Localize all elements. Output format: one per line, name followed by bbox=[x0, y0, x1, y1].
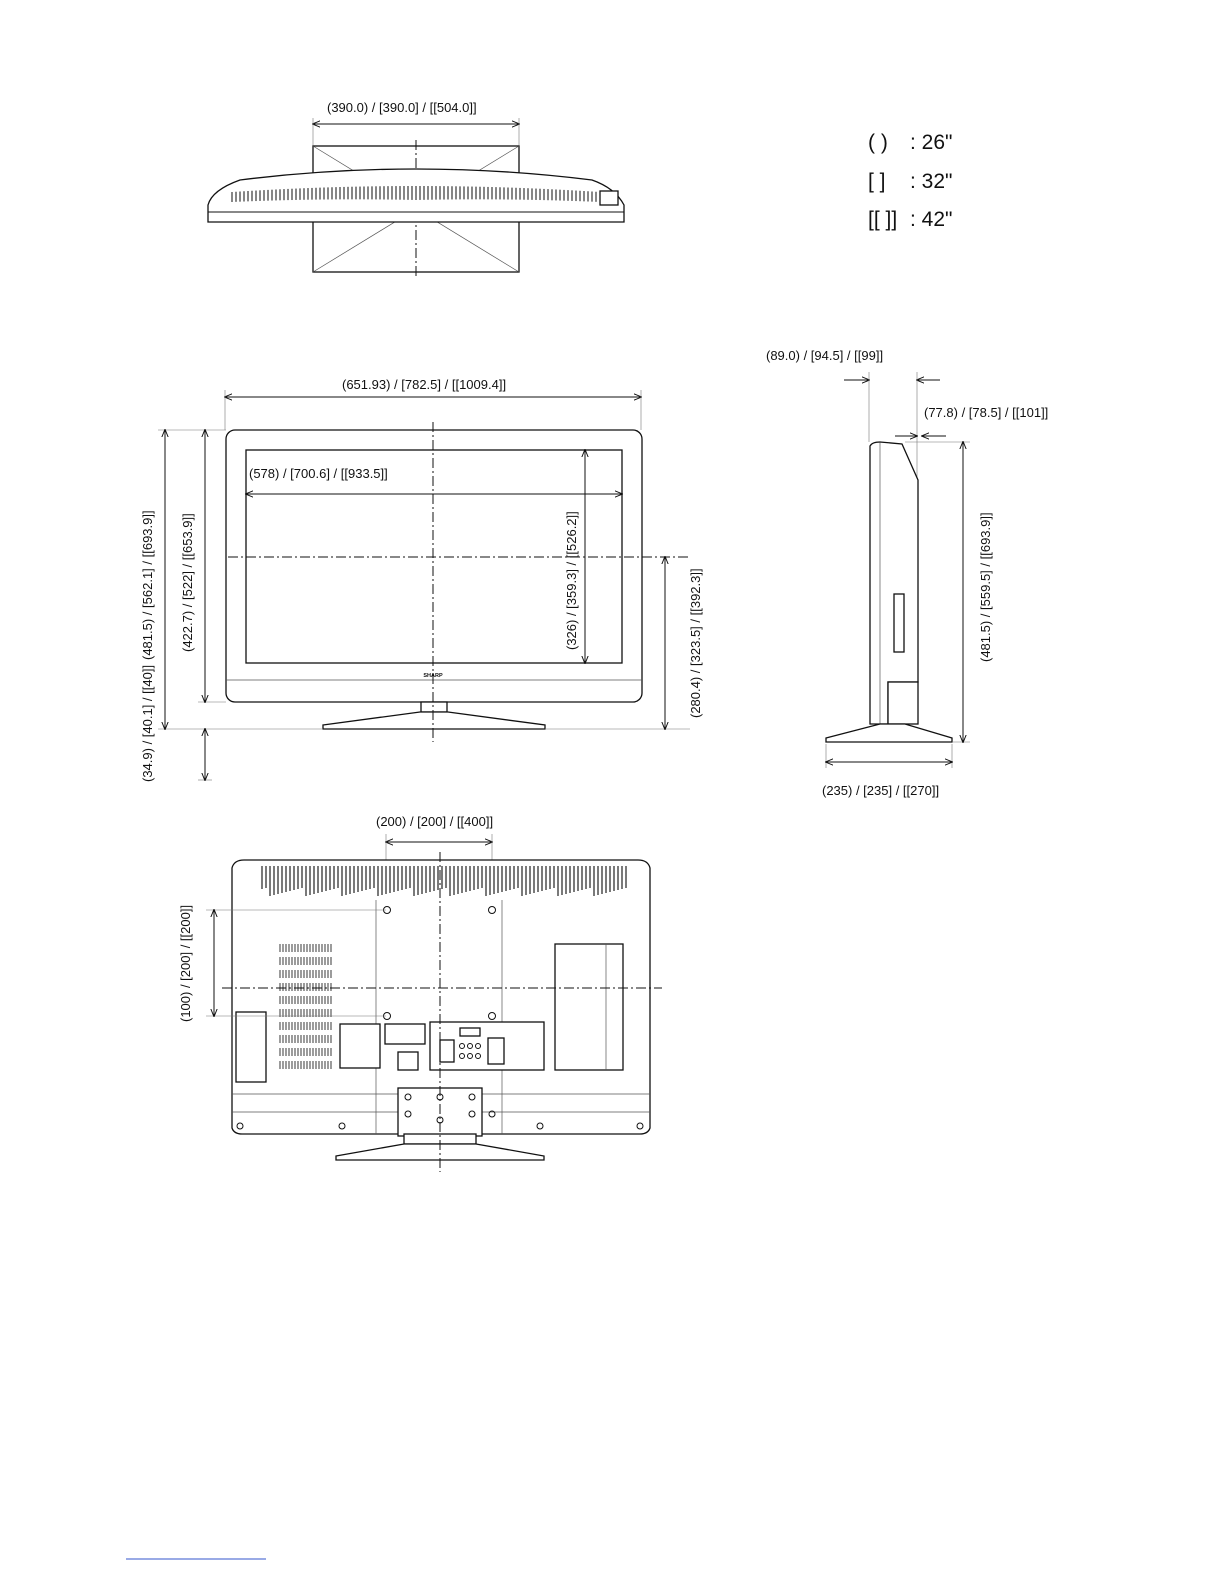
top-stand-width-label: (390.0) / [390.0] / [[504.0]] bbox=[327, 100, 477, 115]
side-depth-top-label: (89.0) / [94.5] / [[99]] bbox=[766, 348, 884, 363]
front-overall-width-label: (651.93) / [782.5] / [[1009.4]] bbox=[342, 377, 507, 392]
legend-size-42: : 42" bbox=[910, 208, 953, 231]
side-height-label: (481.5) / [559.5] / [[693.9]] bbox=[978, 512, 993, 662]
front-view bbox=[140, 377, 703, 782]
size-legend bbox=[868, 131, 952, 231]
side-stand-base bbox=[826, 724, 952, 742]
front-center-height-label: (280.4) / [323.5] / [[392.3]] bbox=[688, 568, 703, 718]
rear-label-plate bbox=[340, 1024, 380, 1068]
legend-size-26: : 26" bbox=[910, 131, 953, 154]
rear-right-panel bbox=[555, 944, 623, 1070]
front-stand-neck bbox=[421, 702, 447, 712]
side-depth-cabinet-label: (77.8) / [78.5] / [[101]] bbox=[924, 405, 1049, 420]
front-brand-logo: SHARP bbox=[423, 673, 443, 679]
side-view bbox=[766, 348, 1048, 798]
rear-vesa-vertical-label: (100) / [200] / [[200]] bbox=[178, 904, 193, 1022]
rear-side-panel bbox=[236, 1012, 266, 1082]
legend-symbol-32: [ ] bbox=[868, 170, 886, 193]
front-screen-height-label: (326) / [359.3] / [[526.2]] bbox=[564, 511, 579, 650]
legend-symbol-26: ( ) bbox=[868, 131, 888, 154]
side-stand-depth-label: (235) / [235] / [[270]] bbox=[822, 783, 940, 798]
top-view bbox=[208, 100, 624, 276]
front-base-height-label: (34.9) / [40.1] / [[40]] bbox=[140, 664, 155, 782]
legend-size-32: : 32" bbox=[910, 170, 953, 193]
front-overall-height-label: (481.5) / [562.1] / [[693.9]] bbox=[140, 510, 155, 660]
top-side-bump bbox=[600, 191, 618, 205]
legend-symbol-42: [[ ]] bbox=[868, 208, 898, 231]
rear-vesa-horizontal-label: (200) / [200] / [[400]] bbox=[376, 814, 494, 829]
front-screen-width-label: (578) / [700.6] / [[933.5]] bbox=[249, 466, 388, 481]
front-cabinet-height-label: (422.7) / [522] / [[653.9]] bbox=[180, 513, 195, 652]
ac-inlet bbox=[398, 1052, 418, 1070]
front-stand-base bbox=[323, 712, 545, 729]
side-control-buttons bbox=[894, 594, 904, 652]
rear-view bbox=[178, 814, 662, 1172]
